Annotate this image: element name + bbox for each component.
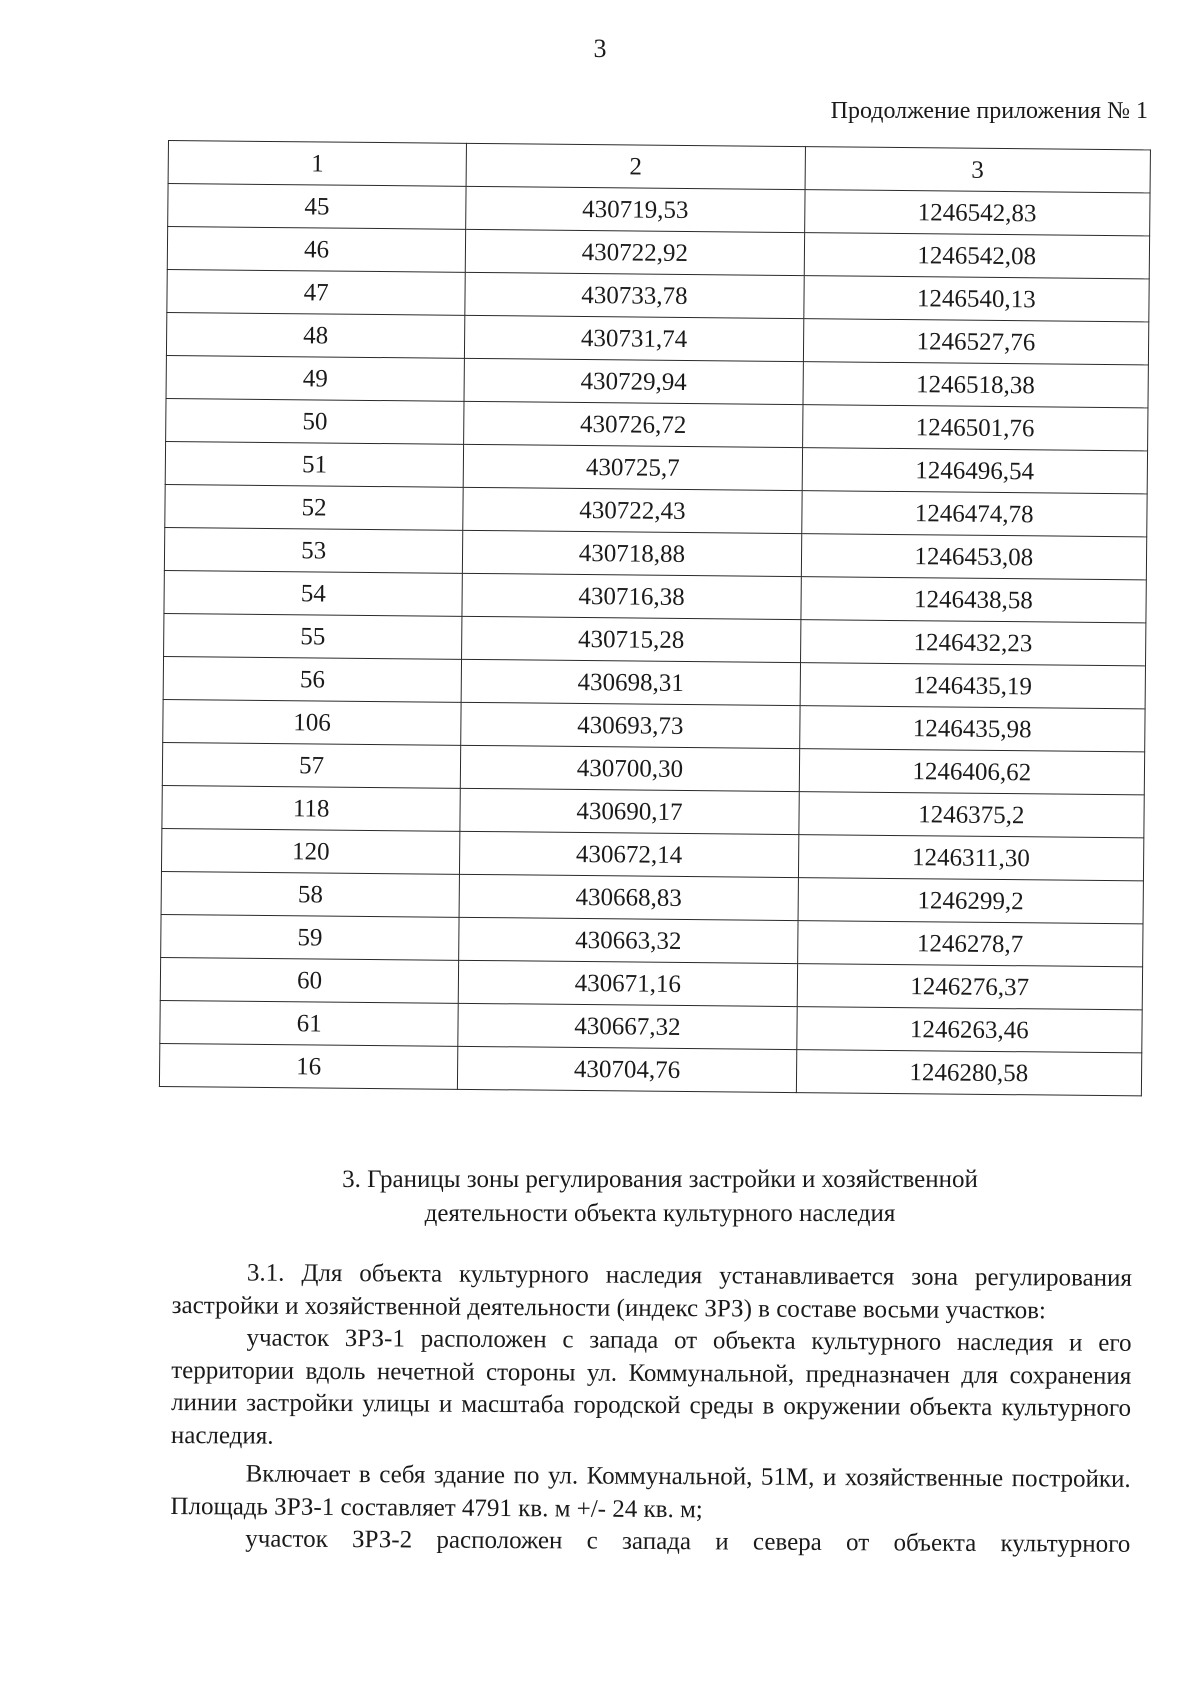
y-coordinate-cell: 1246527,76	[803, 319, 1149, 365]
point-number-cell: 56	[163, 656, 462, 702]
x-coordinate-cell: 430693,73	[461, 702, 800, 748]
point-number-cell: 53	[164, 527, 463, 573]
y-coordinate-cell: 1246540,13	[803, 276, 1149, 322]
y-coordinate-cell: 1246496,54	[802, 448, 1148, 494]
point-number-cell: 55	[164, 613, 463, 659]
y-coordinate-cell: 1246375,2	[798, 792, 1144, 838]
x-coordinate-cell: 430729,94	[464, 358, 803, 404]
point-number-cell: 51	[165, 441, 464, 487]
y-coordinate-cell: 1246406,62	[799, 749, 1145, 795]
x-coordinate-cell: 430700,30	[461, 745, 800, 791]
paragraph: 3.1. Для объекта культурного наследия устанавливается зона регулирования застройки и хозяйственной деятельности (индекс ЗРЗ) в составе восьми участков:	[171, 1259, 1132, 1324]
point-number-cell: 48	[166, 312, 465, 358]
y-coordinate-cell: 1246263,46	[796, 1007, 1142, 1053]
point-number-cell: 16	[159, 1043, 458, 1089]
section-heading-line: деятельности объекта культурного наследия	[424, 1200, 896, 1227]
y-coordinate-cell: 1246311,30	[798, 835, 1144, 881]
x-coordinate-cell: 430722,43	[463, 487, 802, 533]
x-coordinate-cell: 430667,32	[458, 1003, 797, 1049]
x-coordinate-cell: 430663,32	[459, 917, 798, 963]
y-coordinate-cell: 1246542,83	[804, 190, 1150, 236]
y-coordinate-cell: 1246474,78	[801, 491, 1147, 537]
point-number-cell: 61	[160, 1000, 459, 1046]
section-body	[170, 1257, 1132, 1561]
point-number-cell: 57	[162, 742, 461, 788]
page-number: 3	[593, 34, 607, 63]
y-coordinate-cell: 1246518,38	[803, 362, 1149, 408]
point-number-cell: 106	[163, 699, 462, 745]
x-coordinate-cell: 430731,74	[465, 315, 804, 361]
y-coordinate-cell: 1246501,76	[802, 405, 1148, 451]
y-coordinate-cell: 1246435,19	[800, 663, 1146, 709]
y-coordinate-cell: 1246542,08	[804, 233, 1150, 279]
paragraph: Включает в себя здание по ул. Коммунальной, 51М, и хозяйственные постройки. Площадь ЗРЗ-1 составляет 4791 кв. м +/- 24 кв. м;	[170, 1460, 1131, 1523]
point-number-cell: 54	[164, 570, 463, 616]
point-number-cell: 120	[161, 828, 460, 874]
x-coordinate-cell: 430668,83	[459, 874, 798, 920]
x-coordinate-cell: 430690,17	[460, 788, 799, 834]
section-heading	[170, 1163, 1150, 1231]
paragraph: участок ЗРЗ-1 расположен с запада от объекта культурного наследия и его территории вдоль нечетной стороны ул. Коммунальной, предназначен для сохранения линии застройки улицы и масштаба городской среды в окружении объекта культурного наследия.	[170, 1324, 1132, 1450]
x-coordinate-cell: 430698,31	[461, 659, 800, 705]
x-coordinate-cell: 430725,7	[463, 444, 802, 490]
x-coordinate-cell: 430704,76	[458, 1046, 797, 1092]
section-heading-line: 3. Границы зоны регулирования застройки и хозяйственной	[342, 1166, 978, 1193]
y-coordinate-cell: 1246278,7	[797, 921, 1143, 967]
point-number-cell: 59	[161, 914, 460, 960]
y-coordinate-cell: 1246276,37	[797, 964, 1143, 1010]
point-number-cell: 49	[166, 355, 465, 401]
x-coordinate-cell: 430722,92	[466, 229, 805, 275]
paragraph: участок ЗРЗ-2 расположен с запада и севера от объекта культурного	[245, 1525, 1131, 1558]
x-coordinate-cell: 430715,28	[462, 616, 801, 662]
x-coordinate-cell: 430671,16	[458, 960, 797, 1006]
point-number-cell: 118	[162, 785, 461, 831]
x-coordinate-cell: 430726,72	[464, 401, 803, 447]
point-number-cell: 58	[161, 871, 460, 917]
x-coordinate-cell: 430672,14	[460, 831, 799, 877]
y-coordinate-cell: 1246438,58	[801, 577, 1147, 623]
x-coordinate-cell: 430719,53	[466, 186, 805, 232]
point-number-cell: 52	[165, 484, 464, 530]
point-number-cell: 47	[167, 269, 466, 315]
column-header: 3	[805, 147, 1151, 193]
x-coordinate-cell: 430733,78	[465, 272, 804, 318]
x-coordinate-cell: 430718,88	[463, 530, 802, 576]
y-coordinate-cell: 1246435,98	[799, 706, 1145, 752]
column-header: 1	[168, 141, 467, 187]
column-header: 2	[466, 143, 805, 189]
y-coordinate-cell: 1246453,08	[801, 534, 1147, 580]
y-coordinate-cell: 1246280,58	[796, 1050, 1142, 1096]
table-row	[159, 1043, 1141, 1095]
y-coordinate-cell: 1246299,2	[798, 878, 1144, 924]
coordinates-table	[159, 140, 1151, 1096]
point-number-cell: 50	[166, 398, 465, 444]
point-number-cell: 46	[167, 227, 466, 273]
appendix-continuation-label: Продолжение приложения № 1	[830, 98, 1148, 124]
x-coordinate-cell: 430716,38	[462, 573, 801, 619]
point-number-cell: 45	[168, 184, 467, 230]
point-number-cell: 60	[160, 957, 459, 1003]
y-coordinate-cell: 1246432,23	[800, 620, 1146, 666]
